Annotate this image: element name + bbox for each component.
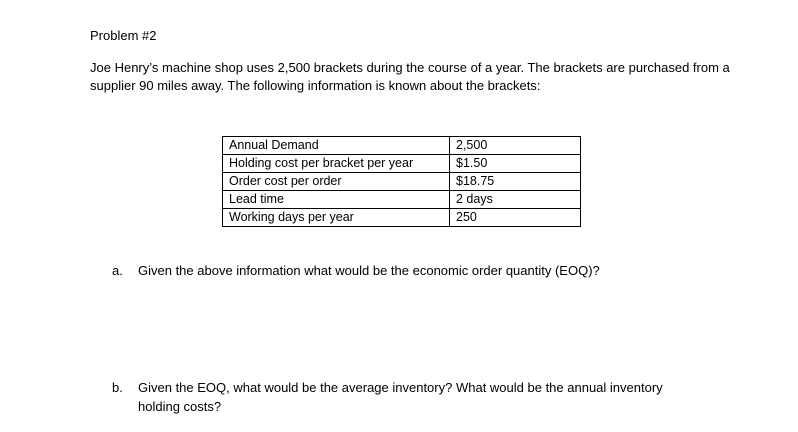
table-row — [223, 137, 581, 155]
row-value: 2 days — [450, 191, 581, 209]
table-row — [223, 173, 581, 191]
row-label: Working days per year — [223, 209, 450, 227]
table-row — [223, 209, 581, 227]
row-value: 2,500 — [450, 137, 581, 155]
problem-title: Problem #2 — [90, 28, 157, 43]
row-label: Holding cost per bracket per year — [223, 155, 450, 173]
row-value: $18.75 — [450, 173, 581, 191]
row-value: $1.50 — [450, 155, 581, 173]
table-row — [223, 155, 581, 173]
question-text: Given the EOQ, what would be the average inventory? What would be the annual inventory holding costs? — [138, 380, 663, 414]
row-label: Lead time — [223, 191, 450, 209]
question-a — [112, 261, 698, 280]
table-row — [223, 191, 581, 209]
bracket-info-table — [222, 136, 581, 227]
row-label: Annual Demand — [223, 137, 450, 155]
problem-intro: Joe Henry’s machine shop uses 2,500 brackets during the course of a year. The brackets are purchased from a supplier 90 miles away. The following information is known about the brackets: — [90, 60, 730, 93]
question-marker: a. — [112, 263, 123, 278]
question-b — [112, 378, 698, 416]
question-marker: b. — [112, 380, 123, 395]
row-value: 250 — [450, 209, 581, 227]
question-text: Given the above information what would be the economic order quantity (EOQ)? — [138, 263, 600, 278]
row-label: Order cost per order — [223, 173, 450, 191]
